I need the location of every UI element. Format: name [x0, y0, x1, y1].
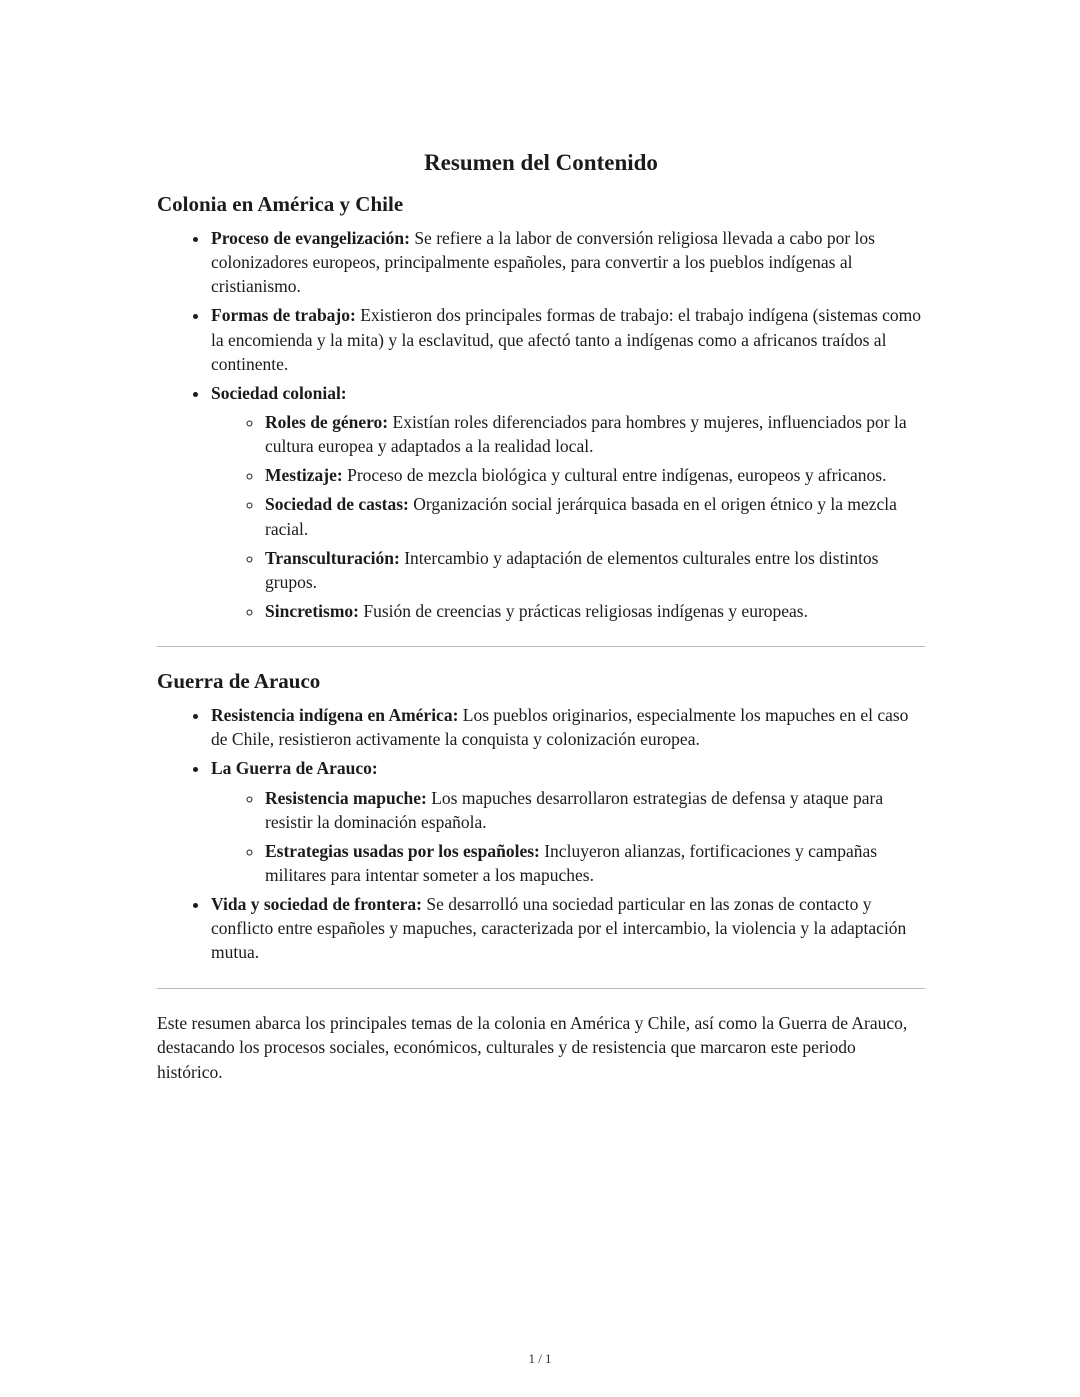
sub-list-item [264, 786, 925, 834]
sub-list-item [264, 463, 925, 487]
list-item [210, 892, 925, 964]
section-heading-colonia: Colonia en América y Chile [157, 192, 404, 216]
list-item [210, 226, 925, 298]
page-title: Resumen del Contenido [424, 150, 658, 175]
sub-list-item [264, 839, 925, 887]
sub-bullet-list [211, 410, 925, 623]
item-term: Sociedad colonial: [211, 382, 347, 403]
item-term: La Guerra de Arauco: [211, 758, 378, 779]
item-text: Los pueblos originarios, especialmente los mapuches en el caso de Chile, resistieron activamente la conquista y colonización europea. [211, 705, 909, 750]
section-guerra-de-arauco [157, 669, 925, 964]
item-text: Existieron dos principales formas de trabajo: el trabajo indígena (sistemas como la encomienda y la mita) y la esclavitud, que afectó tanto a indígenas como a africanos traídos al continente. [211, 305, 922, 374]
item-text: Se desarrolló una sociedad particular en las zonas de contacto y conflicto entre españoles y mapuches, caracterizada por el intercambio, la violencia y la adaptación mutua. [211, 894, 907, 963]
item-term: Sincretismo: [265, 600, 359, 621]
item-term: Formas de trabajo: [211, 305, 356, 326]
item-text: Organización social jerárquica basada en el origen étnico y la mezcla racial. [265, 494, 897, 539]
section-colonia [157, 192, 925, 623]
item-text: Intercambio y adaptación de elementos culturales entre los distintos grupos. [265, 547, 879, 592]
item-text: Los mapuches desarrollaron estrategias de defensa y ataque para resistir la dominación española. [265, 787, 884, 832]
sub-list-item [264, 410, 925, 458]
section-heading-guerra: Guerra de Arauco [157, 669, 321, 694]
item-term: Estrategias usadas por los españoles: [265, 840, 540, 861]
list-item [210, 381, 925, 623]
item-text: Proceso de mezcla biológica y cultural entre indígenas, europeos y africanos. [342, 465, 887, 486]
list-item [210, 303, 925, 375]
item-text: Existían roles diferenciados para hombres y mujeres, influenciados por la cultura europea y adaptados a la realidad local. [265, 411, 907, 457]
item-text: Se refiere a la labor de conversión religiosa llevada a cabo por los colonizadores europeos, principalmente españoles, para convertir a los pueblos indígenas al cristianismo. [211, 228, 875, 297]
item-text: Incluyeron alianzas, fortificaciones y campañas militares para intentar someter a los mapuches. [265, 840, 878, 885]
sub-list-item [264, 492, 925, 540]
item-term: Vida y sociedad de frontera: [211, 894, 422, 915]
item-term: Resistencia indígena en América: [211, 705, 459, 726]
item-term: Transculturación: [265, 547, 400, 568]
list-item [210, 756, 925, 887]
item-text: Fusión de creencias y prácticas religiosas indígenas y europeas. [358, 600, 808, 621]
item-term: Proceso de evangelización: [211, 228, 410, 248]
closing-paragraph: Este resumen abarca los principales temas de la colonia en América y Chile, así como la Guerra de Arauco, destacando los procesos sociales, económicos, culturales y de resistencia que marcaron este periodo histórico. [157, 1012, 908, 1083]
bullet-list [157, 226, 925, 623]
bullet-list [157, 703, 925, 964]
page-number: 1 / 1 [528, 1351, 552, 1366]
list-item [210, 703, 925, 751]
section-divider [157, 988, 925, 989]
item-term: Mestizaje: [265, 465, 343, 486]
item-term: Sociedad de castas: [265, 494, 409, 515]
sub-list-item [264, 546, 925, 594]
item-term: Roles de género: [265, 411, 389, 432]
sub-list-item [264, 599, 925, 623]
sub-bullet-list [211, 786, 925, 888]
item-term: Resistencia mapuche: [265, 787, 427, 808]
section-divider [157, 646, 925, 647]
